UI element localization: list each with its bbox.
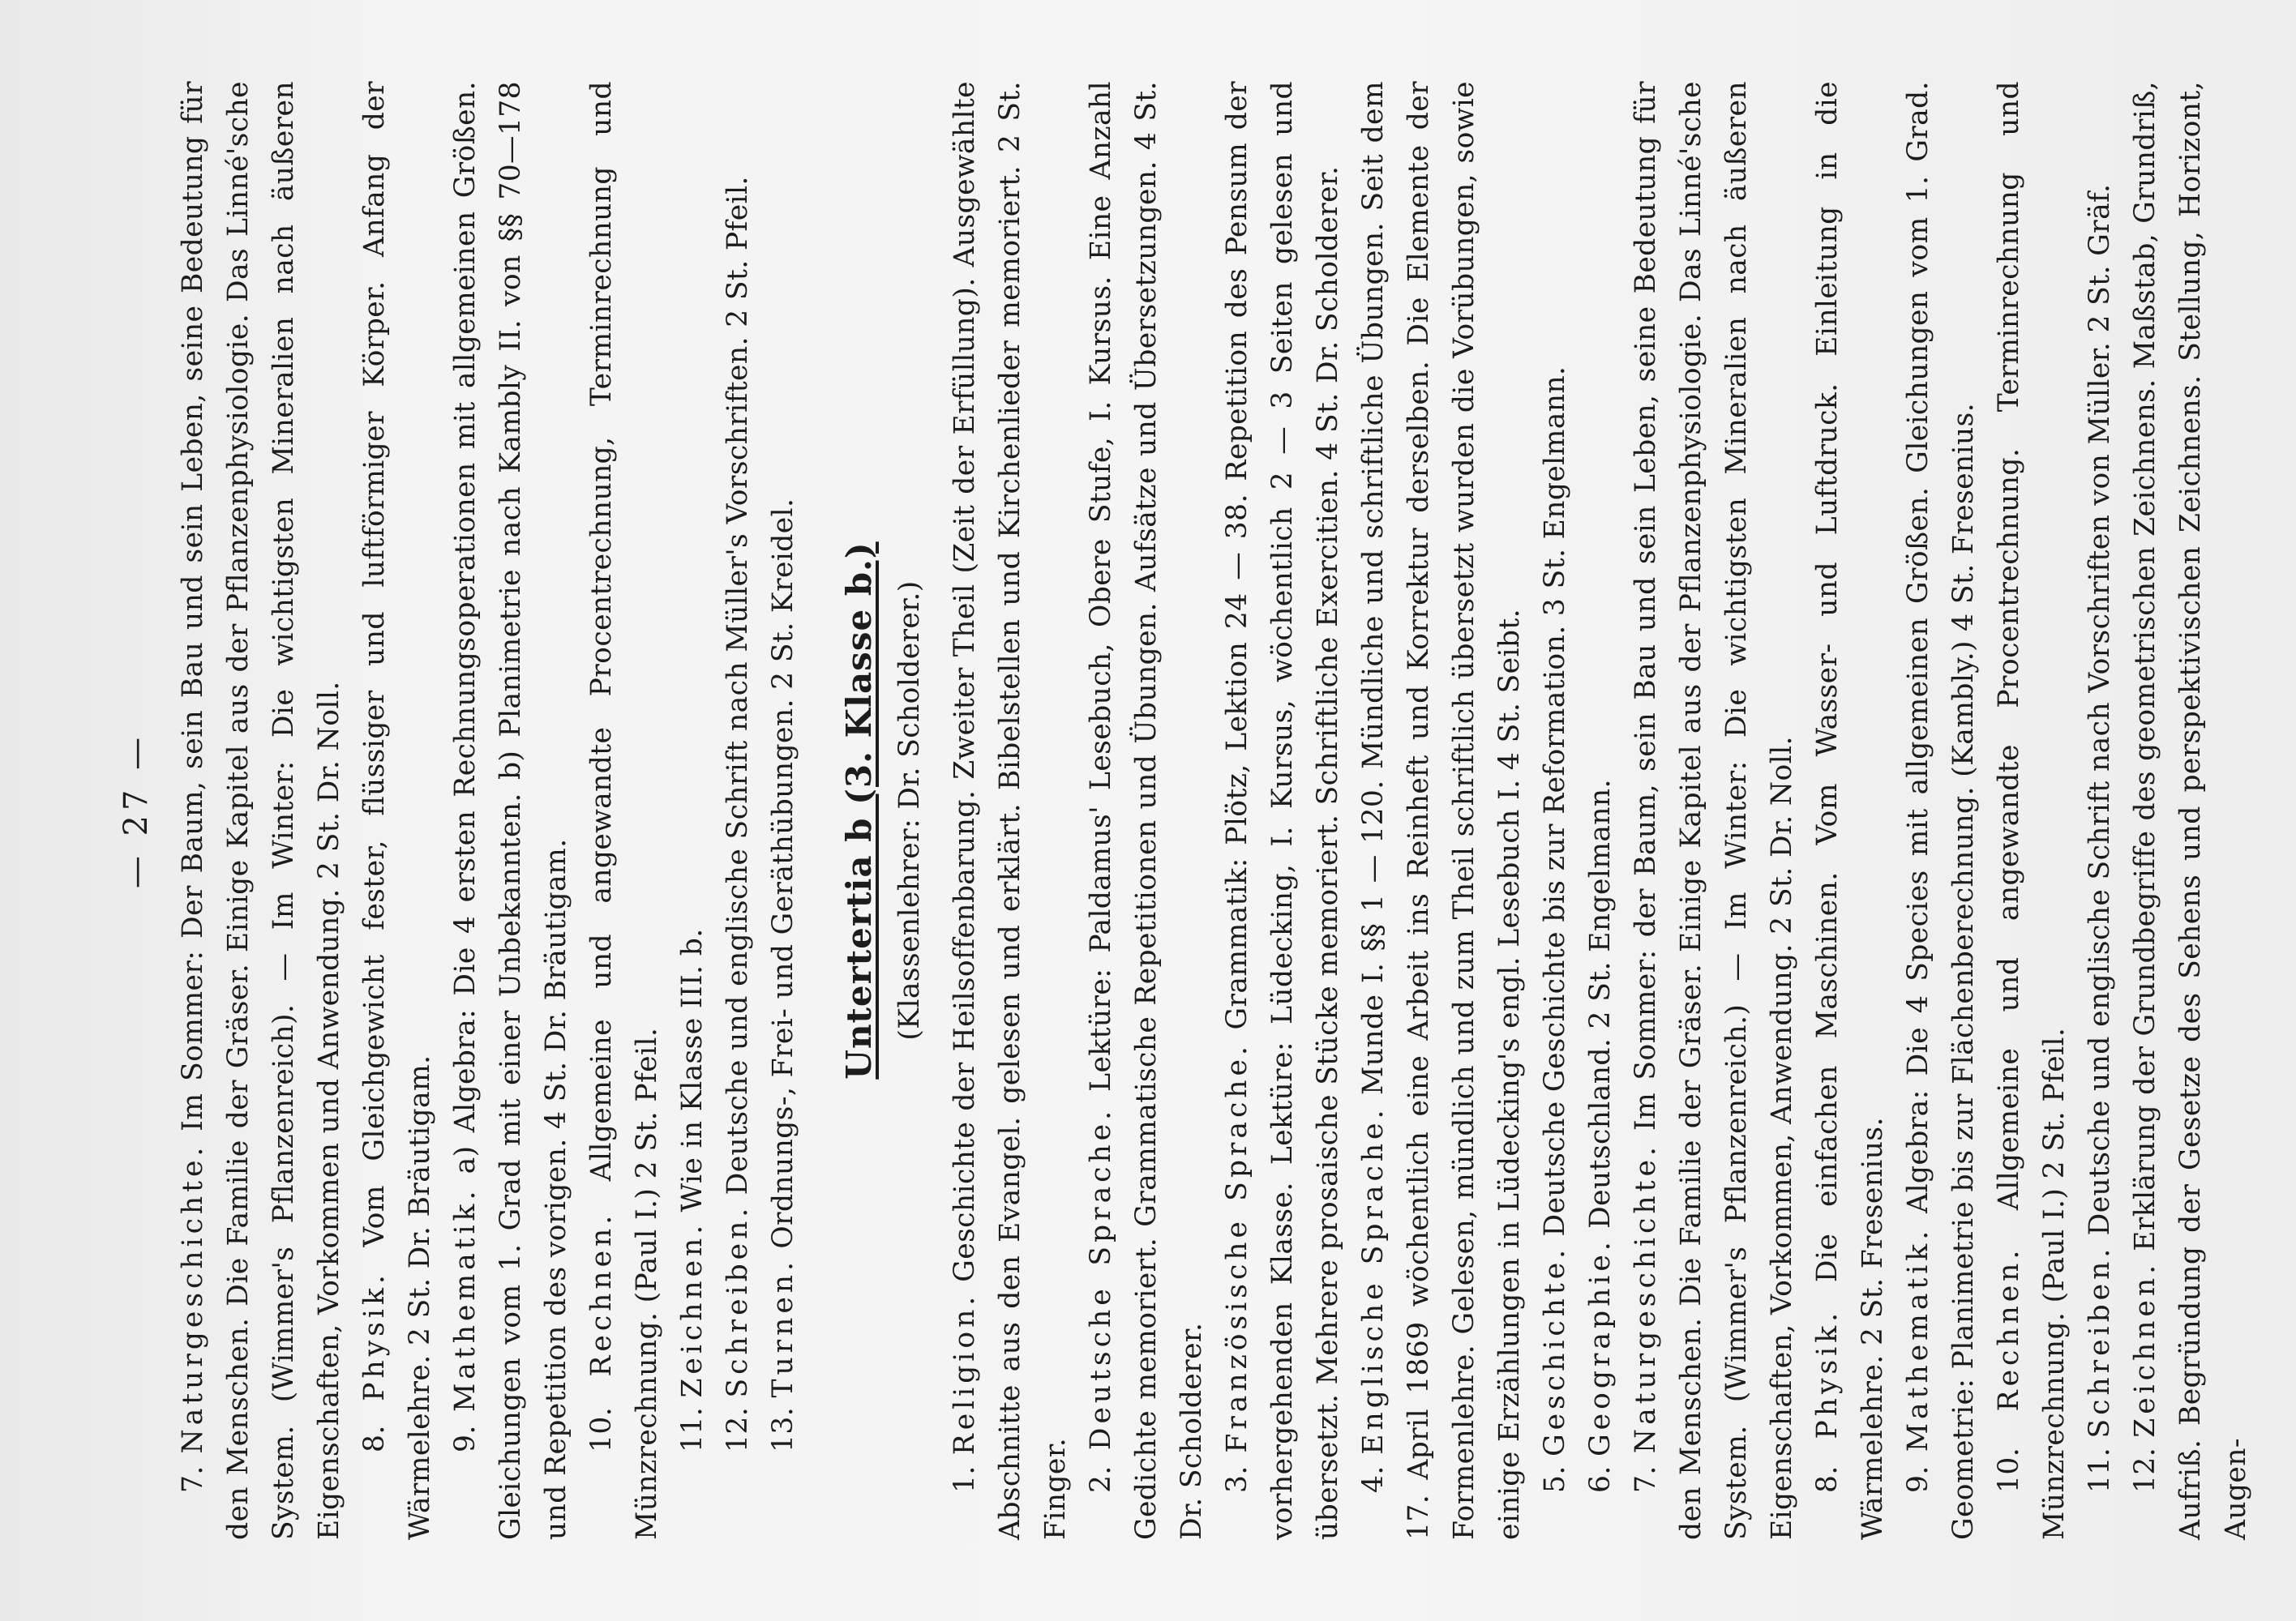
subject-text: Munde I. §§ 1 — 120. Mündliche und schriftliche Übungen. Seit dem 17. April 1869 wöchentlich eine Arbeit ins Reinheft und Korrektur derselben. Die Elemente der Formenlehre. Gelesen, mündlich und zum Theil schriftlich übersetzt wurden die Vorübungen, sowie einige Erzählungen in Lüdecking's engl. Lesebuch I. 4 St. Seibt.	[1357, 81, 1526, 1540]
syllabus-item: 2. Deutsche Sprache. Lektüre: Paldamus' Lesebuch, Obere Stufe, I. Kursus. Eine Anzahl Gedichte memoriert. Grammatische Repetitionen und Übungen. Aufsätze und Übersetzungen. 4 St. Dr. Scholderer.	[1085, 81, 1208, 1540]
subject-text: Grammatik: Plötz, Lektion 24 — 38. Repetition des Pensum der vorhergehenden Klasse. Lektüre: Lüdecking, I. Kursus, wöchentlich 2 — 3 Seiten gelesen und übersetzt. Mehrere prosaische Stücke memoriert. Schriftliche Exercitien. 4 St. Dr. Scholderer.	[1221, 81, 1344, 1540]
syllabus-item: 10. Rechnen. Allgemeine und angewandte Procentrechnung. Terminrechnung und Münzrechnung. (Paul I.) 2 St. Pfeil.	[1993, 81, 2071, 1540]
class-teacher-line: (Klassenlehrer: Dr. Scholderer.)	[893, 580, 926, 1041]
syllabus-item: 4. Englische Sprache. Munde I. §§ 1 — 120. Mündliche und schriftliche Übungen. Seit dem 17. April 1869 wöchentlich eine Arbeit ins Reinheft und Korrektur derselben. Die Elemente der Formenlehre. Gelesen, mündlich und zum Theil schriftlich übersetzt wurden die Vorübungen, sowie einige Erzählungen in Lüdecking's engl. Lesebuch I. 4 St. Seibt.	[1357, 81, 1526, 1540]
syllabus-item: 11. Zeichnen. Wie in Klasse III. b.	[676, 928, 709, 1452]
subject-text: Deutsche und englische Schrift nach Vorschriften von Müller. 2 St. Gräf.	[2084, 183, 2116, 1236]
syllabus-item: 11. Schreiben. Deutsche und englische Schrift nach Vorschriften von Müller. 2 St. Gräf.	[2084, 183, 2116, 1493]
subject-text: Wie in Klasse III. b.	[676, 928, 709, 1213]
syllabus-item: 5. Geschichte. Deutsche Geschichte bis zur Reformation. 3 St. Engelmann.	[1539, 366, 1571, 1493]
subject-title: Rechnen.	[585, 1211, 618, 1377]
syllabus-item: 12. Zeichnen. Erklärung der Grundbegriffe des geometrischen Zeichnens. Maßstab, Grundriß, Aufriß. Begründung der Gesetze des Sehens und perspektivischen Zeichnens. Stellung, Horizont, Augen-	[2129, 80, 2252, 1540]
subject-title: Mathematik.	[1902, 1226, 1934, 1452]
subject-title: Zeichnen.	[2129, 1260, 2161, 1438]
subject-title: Schreiben.	[2084, 1244, 2116, 1439]
section-syllabus	[942, 81, 2259, 1540]
syllabus-item: 8. Physik. Vom Gleichgewicht fester, flüssiger und luftförmiger Körper. Anfang der Wärmelehre. 2 St. Dr. Bräutigam.	[358, 81, 436, 1540]
subject-text: Ordnungs-, Frei- und Geräthübungen. 2 St. Kreidel.	[767, 498, 799, 1249]
subject-title: Geographie.	[1584, 1238, 1617, 1456]
subject-text: Im Sommer: der Baum, sein Bau und sein Leben, seine Bedeutung für den Menschen. Die Familie der Gräser. Einige Kapitel aus der Pflanzenphysiologie. Das Linné'sche System. (Wimmer's Pflanzenreich.) — Im Winter: Die wichtigsten Mineralien nach äußeren Eigenschaften, Vorkommen, Anwendung. 2 St. Dr. Noll.	[1630, 81, 1798, 1540]
subject-text: Erklärung der Grundbegriffe des geometrischen Zeichnens. Maßstab, Grundriß, Aufriß. Begründung der Gesetze des Sehens und perspektivischen Zeichnens. Stellung, Horizont, Augen-	[2129, 80, 2252, 1540]
subject-title: Naturgeschichte.	[177, 1143, 209, 1454]
subject-title: Schreiben.	[722, 1204, 754, 1398]
subject-title: Zeichnen.	[676, 1221, 709, 1398]
subject-text: Im Sommer: Der Baum, sein Bau und sein Leben, seine Bedeutung für den Menschen. Die Familie der Gräser. Einige Kapitel aus der Pflanzenphysiologie. Das Linné'sche System. (Wimmer's Pflanzenreich). — Im Winter: Die wichtigsten Mineralien nach äußeren Eigenschaften, Vorkommen und Anwendung. 2 St. Dr. Noll.	[177, 81, 345, 1540]
syllabus-item: 8. Physik. Die einfachen Maschinen. Vom Wasser- und Luftdruck. Einleitung in die Wärmelehre. 2 St. Fresenius.	[1811, 81, 1889, 1540]
subject-text: Algebra: Die 4 Species mit allgemeinen Größen. Gleichungen vom 1. Grad. Geometrie: Planimetrie bis zur Flächenberechnung. (Kambly.) 4 St. Fresenius.	[1902, 81, 1980, 1540]
subject-title: Turnen.	[767, 1258, 799, 1398]
syllabus-item: 7. Naturgeschichte. Im Sommer: Der Baum, sein Bau und sein Leben, seine Bedeutung für den Menschen. Die Familie der Gräser. Einige Kapitel aus der Pflanzenphysiologie. Das Linné'sche System. (Wimmer's Pflanzenreich). — Im Winter: Die wichtigsten Mineralien nach äußeren Eigenschaften, Vorkommen und Anwendung. 2 St. Dr. Noll.	[177, 81, 345, 1540]
subject-title: Geschichte.	[1539, 1245, 1571, 1456]
subject-text: Deutschland. 2 St. Engelmann.	[1584, 779, 1617, 1229]
subject-title: Französische Sprache.	[1221, 1042, 1253, 1453]
syllabus-item: 9. Mathematik. a) Algebra: Die 4 ersten Rechnungsoperationen mit allgemeinen Größen. Gleichungen vom 1. Grad mit einer Unbekannten. b) Planimetrie nach Kambly II. von §§ 70—178 und Repetition des vorigen. 4 St. Dr. Bräutigam.	[449, 81, 572, 1540]
syllabus-item: 10. Rechnen. Allgemeine und angewandte Procentrechnung, Terminrechnung und Münzrechnung. (Paul I.) 2 St. Pfeil.	[585, 81, 663, 1540]
subject-text: a) Algebra: Die 4 ersten Rechnungsoperationen mit allgemeinen Größen. Gleichungen vom 1. Grad mit einer Unbekannten. b) Planimetrie nach Kambly II. von §§ 70—178 und Repetition des vorigen. 4 St. Dr. Bräutigam.	[449, 81, 572, 1540]
syllabus-item: 1. Religion. Geschichte der Heilsoffenbarung. Zweiter Theil (Zeit der Erfüllung). Ausgewählte Abschnitte aus den Evangel. gelesen und erklärt. Bibelstellen und Kirchenlieder memoriert. 2 St. Finger.	[949, 81, 1072, 1540]
subject-title: Naturgeschichte.	[1630, 1143, 1662, 1454]
subject-text: Deutsche Geschichte bis zur Reformation. 3 St. Engelmann.	[1539, 366, 1571, 1237]
syllabus-item: 12. Schreiben. Deutsche und englische Schrift nach Müller's Vorschriften. 2 St. Pfeil.	[722, 176, 754, 1452]
subject-title: Physik.	[358, 1271, 391, 1401]
page-number: — 27 —	[118, 732, 155, 889]
subject-text: Allgemeine und angewandte Procentrechnung. Terminrechnung und Münzrechnung. (Paul I.) 2 St. Pfeil.	[1993, 81, 2071, 1540]
syllabus-item: 3. Französische Sprache. Grammatik: Plötz, Lektion 24 — 38. Repetition des Pensum der vorhergehenden Klasse. Lektüre: Lüdecking, I. Kursus, wöchentlich 2 — 3 Seiten gelesen und übersetzt. Mehrere prosaische Stücke memoriert. Schriftliche Exercitien. 4 St. Dr. Scholderer.	[1221, 81, 1344, 1540]
syllabus-item: 13. Turnen. Ordnungs-, Frei- und Geräthübungen. 2 St. Kreidel.	[767, 498, 799, 1452]
subject-text: Lektüre: Paldamus' Lesebuch, Obere Stufe, I. Kursus. Eine Anzahl Gedichte memoriert. Grammatische Repetitionen und Übungen. Aufsätze und Übersetzungen. 4 St. Dr. Scholderer.	[1085, 81, 1208, 1540]
subject-title: Rechnen.	[1993, 1246, 2025, 1412]
subject-text: Geschichte der Heilsoffenbarung. Zweiter Theil (Zeit der Erfüllung). Ausgewählte Abschnitte aus den Evangel. gelesen und erklärt. Bibelstellen und Kirchenlieder memoriert. 2 St. Finger.	[949, 81, 1072, 1540]
continued-syllabus	[170, 81, 806, 1540]
syllabus-item: 7. Naturgeschichte. Im Sommer: der Baum, sein Bau und sein Leben, seine Bedeutung für den Menschen. Die Familie der Gräser. Einige Kapitel aus der Pflanzenphysiologie. Das Linné'sche System. (Wimmer's Pflanzenreich.) — Im Winter: Die wichtigsten Mineralien nach äußeren Eigenschaften, Vorkommen, Anwendung. 2 St. Dr. Noll.	[1630, 81, 1798, 1540]
subject-title: Deutsche Sprache.	[1085, 1106, 1117, 1451]
subject-text: Allgemeine und angewandte Procentrechnung, Terminrechnung und Münzrechnung. (Paul I.) 2 St. Pfeil.	[585, 81, 663, 1540]
subject-text: Vom Gleichgewicht fester, flüssiger und luftförmiger Körper. Anfang der Wärmelehre. 2 St. Dr. Bräutigam.	[358, 81, 436, 1540]
subject-title: Englische Sprache.	[1357, 1106, 1390, 1455]
section-heading: Untertertia b (3. Klasse b.)	[839, 541, 879, 1080]
subject-title: Mathematik.	[449, 1187, 482, 1413]
subject-title: Physik.	[1811, 1308, 1844, 1439]
subject-text: Deutsche und englische Schrift nach Müller's Vorschriften. 2 St. Pfeil.	[722, 176, 754, 1195]
subject-text: Die einfachen Maschinen. Vom Wasser- und Luftdruck. Einleitung in die Wärmelehre. 2 St. Fresenius.	[1811, 81, 1889, 1540]
syllabus-item: 9. Mathematik. Algebra: Die 4 Species mit allgemeinen Größen. Gleichungen vom 1. Grad. Geometrie: Planimetrie bis zur Flächenberechnung. (Kambly.) 4 St. Fresenius.	[1902, 81, 1980, 1540]
page-content	[114, 81, 2259, 1540]
syllabus-item: 6. Geographie. Deutschland. 2 St. Engelmann.	[1584, 779, 1617, 1493]
subject-title: Religion.	[949, 1292, 981, 1456]
